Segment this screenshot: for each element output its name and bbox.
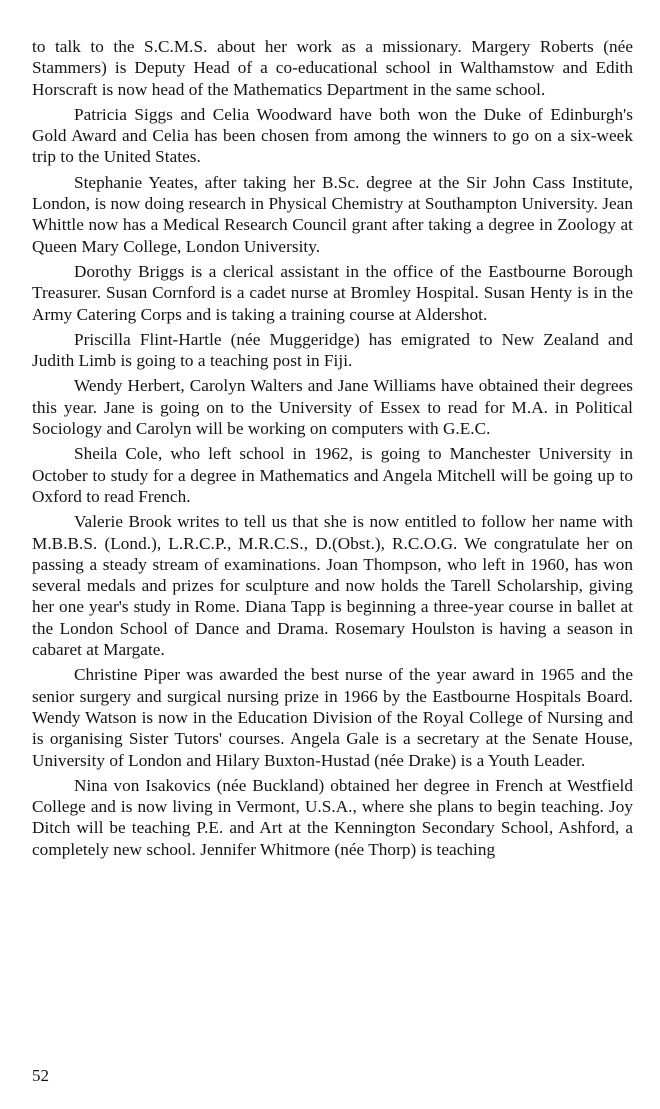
paragraph-brook-thompson-tapp: Valerie Brook writes to tell us that she is now entitled to follow her name with M.B.B.S. (Lond.), L.R.C.P., M.R.C.S., D.(Obst.), R.C.O.G. We congratulate her on passing a steady stream of examinations. Joan Thompson, who left in 1960, has won several medals and prizes for sculpture and now holds the Tarell Scholarship, giving her one year's study in Rome. Diana Tapp is beginning a three-year course in ballet at the London School of Dance and Drama. Rosemary Houlston is having a season in cabaret at Margate. bbox=[32, 512, 633, 660]
paragraph-continuation: to talk to the S.C.M.S. about her work as a missionary. Margery Roberts (née Stammers) is Deputy Head of a co-educational school in Walthamstow and Edith Horscraft is now head of the Mathematics Department in the same school. bbox=[32, 37, 633, 99]
paragraph-briggs-cornford-henty: Dorothy Briggs is a clerical assistant in the office of the Eastbourne Borough Treasurer. Susan Cornford is a cadet nurse at Bromley Hospital. Susan Henty is in the Army Catering Corps and is taking a training course at Aldershot. bbox=[32, 261, 633, 324]
page-number: 52 bbox=[32, 1066, 49, 1085]
paragraph-flint-hartle-limb: Priscilla Flint-Hartle (née Muggeridge) has emigrated to New Zealand and Judith Limb is going to a teaching post in Fiji. bbox=[32, 329, 633, 371]
paragraph-herbert-walters-williams: Wendy Herbert, Carolyn Walters and Jane Williams have obtained their degrees this year. Jane is going on to the University of Essex to read for M.A. in Political Sociology and Carolyn will be working on computers with G.E.C. bbox=[32, 376, 633, 439]
paragraph-siggs-woodward: Patricia Siggs and Celia Woodward have both won the Duke of Edinburgh's Gold Award and Celia has been chosen from among the winners to go on a six-week trip to the United States. bbox=[32, 104, 633, 167]
paragraph-cole-mitchell: Sheila Cole, who left school in 1962, is going to Manchester University in October to study for a degree in Mathematics and Angela Mitchell will be going up to Oxford to read French. bbox=[32, 444, 633, 506]
paragraph-isakovics-ditch-whitmore: Nina von Isakovics (née Buckland) obtained her degree in French at Westfield College and is now living in Vermont, U.S.A., where she plans to begin teaching. Joy Ditch will be teaching P.E. and Art at the Kennington Secondary School, Ashford, a completely new school. Jennifer Whitmore (née Thorp) is teaching bbox=[32, 775, 633, 859]
paragraph-piper-watson-gale: Christine Piper was awarded the best nurse of the year award in 1965 and the senior surgery and surgical nursing prize in 1966 by the Eastbourne Hospitals Board. Wendy Watson is now in the Education Division of the Royal College of Nursing and is organising Sister Tutors' courses. Angela Gale is a secretary at the Senate House, University of London and Hilary Buxton-Hustad (née Drake) is a Youth Leader. bbox=[32, 665, 633, 770]
paragraph-yeates-whittle: Stephanie Yeates, after taking her B.Sc. degree at the Sir John Cass Institute, London, is now doing research in Physical Chemistry at Southampton University. Jean Whittle now has a Medical Research Council grant after taking a degree in Zoology at Queen Mary College, London University. bbox=[32, 172, 633, 256]
